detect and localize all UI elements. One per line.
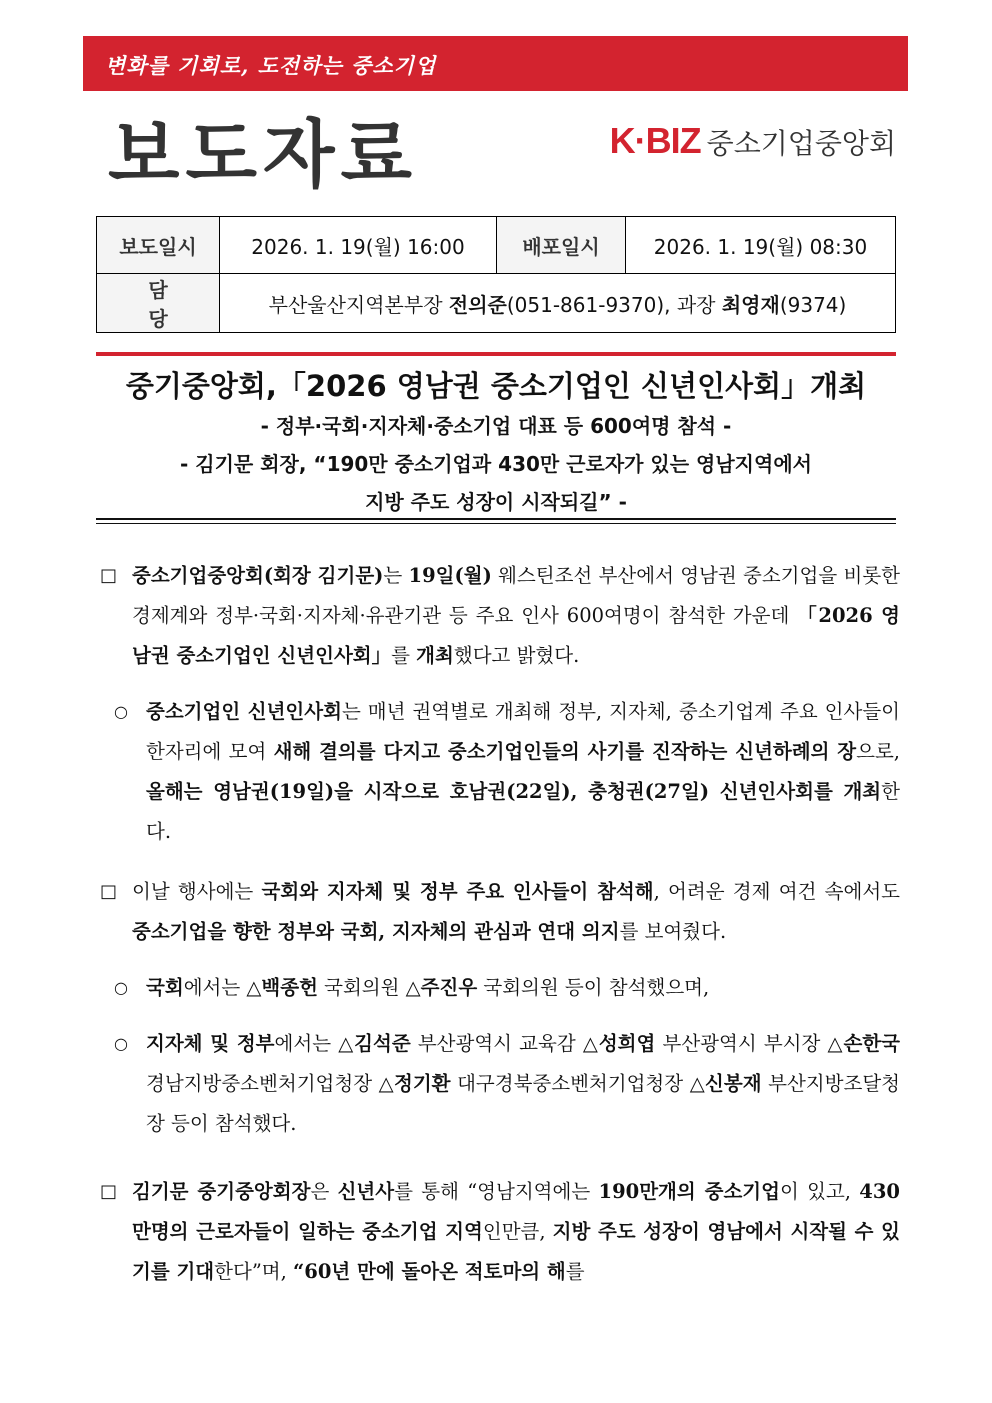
text: 를 통해 “영남지역에는	[394, 1180, 599, 1203]
text: 웨스틴조선 부산에서 영남권 중소기업을 비롯한 경제계와 정부·국회·지자체·유관기관 등 주요 인사 600여명이 참석한 가운데	[132, 564, 900, 627]
text: 는 매년 권역별로 개최해 정부, 지자체, 중소기업계 주요 인사들이 한자리에 모여	[146, 700, 900, 763]
headline-subtitle-1: - 정부·국회·지자체·중소기업 대표 등 600여명 참석 -	[260, 414, 732, 438]
text-bold: △손한국	[827, 1032, 900, 1055]
paragraph-3	[96, 872, 900, 952]
page-title: 보도자료	[108, 112, 418, 198]
release-info-table	[96, 216, 896, 333]
text: 부산광역시 교육감	[410, 1032, 583, 1055]
text: 에서는	[183, 976, 247, 999]
release-date-label: 보도일시	[97, 217, 220, 274]
text: 는	[383, 564, 409, 587]
headline-bottom-rule-thin	[96, 523, 896, 524]
release-date-value: 2026. 1. 19(월) 16:00	[220, 217, 497, 274]
square-bullet-icon: □	[100, 881, 118, 902]
text: 인만큼,	[482, 1220, 553, 1243]
text-bold: 국회	[146, 976, 184, 999]
text: 를 보여줬다.	[619, 920, 727, 943]
contact-text-b: (051-861-9370), 과장	[506, 292, 722, 317]
text-bold: 중소기업을 향한 정부와 국회, 지자체의 관심과 연대 의지	[132, 920, 620, 943]
circle-bullet-icon: ○	[114, 1034, 128, 1053]
text-bold: 지자체 및 정부	[146, 1032, 275, 1055]
text-bold: 신년사	[337, 1180, 395, 1203]
circle-bullet-icon: ○	[114, 978, 128, 997]
text-bold: △주진우	[405, 976, 478, 999]
logo-mark: K·BIZ	[609, 120, 701, 161]
contact-label: 담당	[97, 274, 220, 333]
text: 부산지방조달청장 등이 참석했다.	[146, 1072, 900, 1135]
contact-row	[97, 274, 896, 333]
circle-bullet-icon: ○	[114, 702, 128, 721]
text-bold: 김기문 중기중앙회장	[132, 1180, 311, 1203]
text: 이날 행사에는	[132, 880, 262, 903]
paragraph-2	[96, 692, 900, 852]
release-row	[97, 217, 896, 274]
text-bold: 새해 결의를 다지고 중소기업인들의 사기를 진작하는 신년하례의 장	[273, 740, 857, 763]
text-bold: “60년 만에 돌아온 적토마의 해	[293, 1260, 566, 1283]
paragraph-4	[96, 968, 900, 1008]
text: 대구경북중소벤처기업청장	[450, 1072, 690, 1095]
header-banner	[83, 36, 908, 91]
headline-top-rule	[96, 352, 896, 356]
contact-value	[220, 274, 896, 333]
text: 국회의원	[317, 976, 406, 999]
text: 한다.	[146, 780, 900, 843]
article-body	[96, 556, 900, 1292]
text-bold: 중소기업인 신년인사회	[146, 700, 342, 723]
distribute-date-label: 배포일시	[497, 217, 626, 274]
text: 은	[310, 1180, 338, 1203]
text: , 어려운 경제 여건 속에서도	[653, 880, 900, 903]
headline-subtitle-2: - 김기문 회장, “190만 중소기업과 430만 근로자가 있는 영남지역에서	[180, 452, 812, 476]
paragraph-6	[96, 1172, 900, 1292]
text-bold: 국회와 지자체 및 정부 주요 인사들이 참석해	[261, 880, 654, 903]
text-bold: △성희엽	[582, 1032, 656, 1055]
kbiz-logo	[610, 120, 896, 162]
text-bold: 430만명의 근로자들이 일하는 중소기업 지역	[132, 1180, 900, 1243]
text-bold: △백종헌	[246, 976, 318, 999]
distribute-date-value: 2026. 1. 19(월) 08:30	[626, 217, 896, 274]
text-bold: △정기환	[378, 1072, 451, 1095]
contact-text-a: 부산울산지역본부장	[268, 292, 449, 317]
text: 국회의원 등이 참석했으며,	[477, 976, 710, 999]
headline-title: 중기중앙회,「2026 영남권 중소기업인 신년인사회」개최	[125, 369, 867, 403]
text-bold: 19일(월)	[408, 564, 492, 587]
text-bold: △신봉재	[689, 1072, 762, 1095]
text: 에서는	[274, 1032, 339, 1055]
text-bold: △김석준	[338, 1032, 411, 1055]
headline-subtitle-3: 지방 주도 성장이 시작되길” -	[365, 490, 627, 514]
text: 를	[565, 1260, 585, 1283]
text-bold: 190만개의 중소기업	[598, 1180, 780, 1203]
text: 를	[391, 644, 417, 667]
text: 경남지방중소벤처기업청장	[146, 1072, 379, 1095]
text: 으로,	[856, 740, 900, 763]
square-bullet-icon: □	[100, 1181, 118, 1202]
paragraph-1	[96, 556, 900, 676]
text-bold: 개최	[416, 644, 454, 667]
text-bold: 지방 주도 성장이 영남에서 시작될 수 있기를 기대	[132, 1220, 900, 1283]
text: 부산광역시 부시장	[655, 1032, 828, 1055]
square-bullet-icon: □	[100, 565, 118, 586]
text: 한다”며,	[214, 1260, 294, 1283]
text-bold: 「2026 영남권 중소기업인 신년인사회」	[132, 604, 900, 667]
headline-bottom-rule	[96, 518, 896, 520]
text: 이 있고,	[779, 1180, 860, 1203]
contact-text-c: (9374)	[779, 292, 847, 317]
contact-name-b: 최영재	[721, 292, 780, 317]
text-bold: 중소기업중앙회(회장 김기문)	[132, 564, 384, 587]
text: 했다고 밝혔다.	[453, 644, 580, 667]
paragraph-5	[96, 1024, 900, 1144]
contact-name-a: 전의준	[448, 292, 507, 317]
logo-text: 중소기업중앙회	[706, 127, 896, 160]
text-bold: 올해는 영남권(19일)을 시작으로 호남권(22일), 충청권(27일) 신년인사회를 개최	[146, 780, 882, 803]
slogan: 변화를 기회로, 도전하는 중소기업	[105, 53, 437, 78]
